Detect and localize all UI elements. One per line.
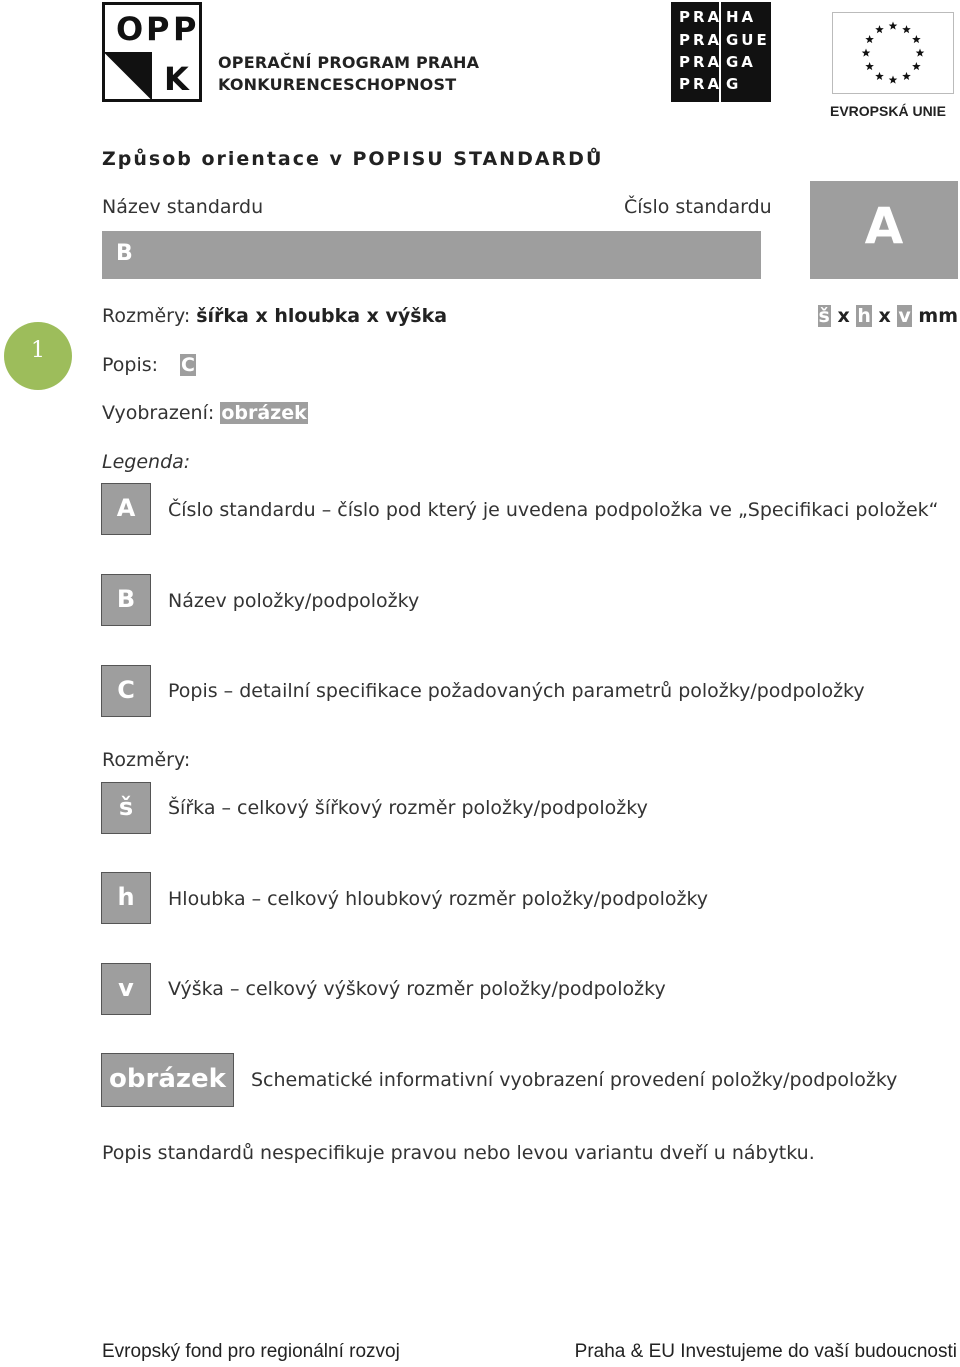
svg-text:K: K [164, 60, 189, 98]
name-field-value: B [116, 241, 133, 266]
dimensions-format [818, 305, 959, 327]
legend-text-v: Výška – celkový výškový rozměr položky/podpoložky [168, 978, 666, 1000]
footer-right: Praha & EU Investujeme do vaší budoucnosti [574, 1341, 957, 1362]
legend-key-s [101, 782, 151, 834]
popis-label: Popis: [102, 354, 159, 376]
legend-key-a-label: A [116, 494, 136, 522]
dimensions-value: šířka x hloubka x výška [196, 305, 448, 327]
number-field-value: A [864, 197, 904, 255]
praha-right-2: GUE [726, 31, 770, 49]
legend-key-a [101, 483, 151, 535]
svg-text:P: P [146, 10, 170, 48]
praha-left-1: PRA [679, 8, 723, 26]
vyobrazeni-row [102, 402, 308, 424]
legend-text-a: Číslo standardu – číslo pod který je uvedena podpoložka ve „Specifikaci položek“ [168, 499, 939, 521]
name-field-box [102, 231, 761, 279]
eu-flag-icon [832, 12, 954, 94]
popis-row [102, 354, 196, 376]
dim-h-marker: h [857, 305, 871, 327]
svg-text:O: O [116, 10, 144, 48]
footer-left: Evropský fond pro regionální rozvoj [102, 1341, 400, 1362]
legend-key-v-label: v [118, 974, 134, 1002]
legend-key-s-label: š [118, 793, 134, 821]
eu-label: EVROPSKÁ UNIE [830, 103, 946, 119]
praha-left-4: PRA [679, 75, 723, 93]
legend-text-h: Hloubka – celkový hloubkový rozměr položky/podpoložky [168, 888, 709, 910]
legend-key-h-label: h [117, 883, 135, 911]
legend-heading: Legenda: [102, 451, 191, 473]
legend-key-c [101, 665, 151, 717]
legend-text-image: Schematické informativní vyobrazení provedení položky/podpoložky [251, 1069, 898, 1091]
praha-left-3: PRA [679, 53, 723, 71]
number-field-box [810, 181, 958, 279]
oppk-line1: OPERAČNÍ PROGRAM PRAHA [218, 53, 480, 72]
legend-text-b: Název položky/podpoložky [168, 590, 420, 612]
praha-left-2: PRA [679, 31, 723, 49]
dim-s-marker: š [818, 305, 830, 327]
eu-star-icon [916, 49, 925, 57]
legend-key-image-label: obrázek [109, 1064, 226, 1094]
dimensions-row [102, 305, 447, 327]
legend-key-c-label: C [117, 676, 135, 704]
eu-star-icon [862, 49, 871, 57]
legend-text-c: Popis – detailní specifikace požadovaných parametrů položky/podpoložky [168, 680, 865, 702]
page-number: 1 [31, 338, 45, 363]
praha-right-1: HA [726, 8, 757, 26]
vyobrazeni-value: obrázek [221, 402, 307, 424]
eu-star-icon [902, 25, 911, 33]
dim-unit: mm [918, 305, 958, 327]
eu-star-icon [875, 72, 884, 80]
legend-key-b-label: B [116, 585, 136, 613]
page-number-badge [4, 322, 72, 390]
eu-star-icon [902, 72, 911, 80]
eu-star-icon [889, 76, 898, 84]
eu-star-icon [889, 22, 898, 30]
vyobrazeni-label: Vyobrazení: [102, 402, 215, 424]
eu-star-icon [912, 35, 921, 43]
popis-value: C [181, 354, 195, 376]
eu-star-icon [865, 62, 874, 70]
eu-star-icon [912, 62, 921, 70]
legend-text-s: Šířka – celkový šířkový rozměr položky/podpoložky [168, 797, 648, 819]
oppk-title [218, 52, 479, 96]
eu-star-icon [865, 35, 874, 43]
eu-star-icon [875, 25, 884, 33]
legend-key-h [101, 872, 151, 924]
dim-v-marker: v [898, 305, 911, 327]
nazev-label: Název standardu [102, 196, 264, 218]
dim-x2: x [878, 305, 891, 327]
cislo-label: Číslo standardu [624, 196, 772, 218]
note-text: Popis standardů nespecifikuje pravou nebo levou variantu dveří u nábytku. [102, 1142, 815, 1164]
legend-key-image [101, 1053, 234, 1107]
praha-logo [671, 2, 771, 102]
praha-right-4: G [726, 75, 742, 93]
svg-text:P: P [173, 10, 197, 48]
oppk-line2: KONKURENCESCHOPNOST [218, 75, 457, 94]
legend-key-v [101, 963, 151, 1015]
dimensions-label: Rozměry: [102, 305, 191, 327]
page-title: Způsob orientace v POPISU STANDARDŮ [102, 148, 604, 170]
praha-right-3: GA [726, 53, 756, 71]
dim-x1: x [837, 305, 850, 327]
oppk-logo [102, 2, 202, 102]
legend-key-b [101, 574, 151, 626]
dimensions-heading: Rozměry: [102, 749, 191, 771]
